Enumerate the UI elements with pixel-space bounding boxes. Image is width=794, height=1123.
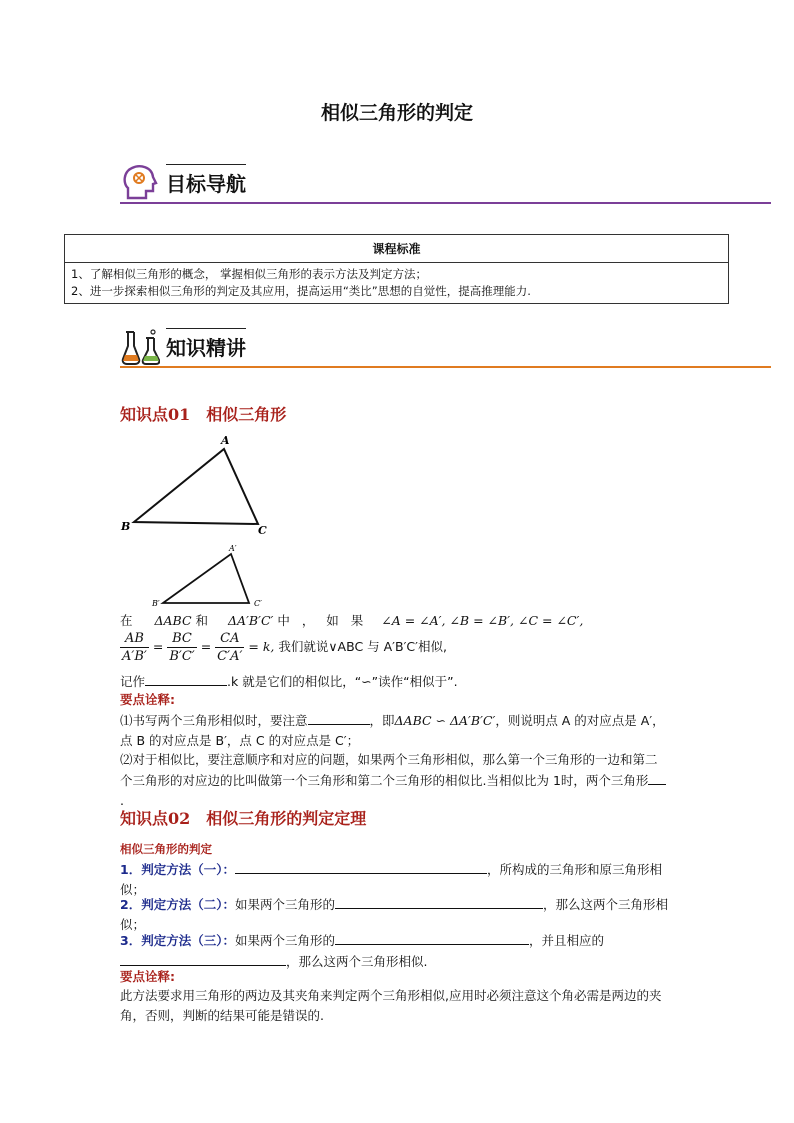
fill-blank[interactable] [335,894,543,909]
note-2: ⑵对于相似比，要注意顺序和对应的问题，如果两个三角形相似，那么第一个三角形的一边和第二个三角形的对应边的比叫做第一个三角形和第二个三角形的相似比.当相似比为 1时，两个三角形. [120,750,668,811]
note-1: ⑴书写两个三角形相似时，要注意 ，即ΔABC ∽ ΔA′B′C′，则说明点 A 的对应点是 A′，点 B 的对应点是 B′，点 C 的对应点是 C′； [120,710,668,751]
standard-item-2: 2、进一步探索相似三角形的判定及其应用，提高运用“类比”思想的自觉性，提高推理能力. [71,284,531,298]
method-2: 2．判定方法（二）：如果两个三角形的 ，那么这两个三角形相似； [120,894,668,935]
fill-blank[interactable] [648,770,666,785]
section-title-knowledge: 知识精讲 [166,336,246,360]
fill-blank[interactable] [120,951,286,966]
triangle-a1b1c1-figure [148,542,273,614]
method-3: 3．判定方法（三）：如果两个三角形的 ，并且相应的，那么这两个三角形相似. [120,930,668,972]
triangle-abc-figure [118,432,278,542]
section-header-knowledge [120,326,771,368]
key-points-label: 要点诠释: [120,692,175,707]
vertex-label-a: A [221,434,230,447]
section-header-goals [120,162,771,204]
kp1-title: 知识点01 相似三角形 [120,405,287,424]
section-title-goals: 目标导航 [166,172,246,196]
vertex-label-b-prime: B′ [152,599,160,608]
vertex-label-c-prime: C′ [254,599,262,608]
kp2-title: 知识点02 相似三角形的判定定理 [120,809,367,828]
flask-icon [120,326,160,366]
table-row [65,263,729,304]
kp2-note: 此方法要求用三角形的两边及其夹角来判定两个三角形相似,应用时必须注意这个角必需是两边的夹角，否则，判断的结果可能是错误的. [120,988,662,1023]
definition-line-3: 记作 .k 就是它们的相似比，“∽”读作“相似于”. [120,671,662,692]
ratio-ca: $\frac{CA}{C'A'}$ [217,631,243,664]
head-brain-icon [120,162,160,202]
page-title: 相似三角形的判定 [320,102,473,124]
fill-blank[interactable] [235,859,487,874]
ratio-bc: $\frac{BC}{B'C'}$ [169,631,195,664]
fill-blank[interactable] [335,930,529,945]
section-divider [120,202,771,204]
fill-blank[interactable] [308,710,370,725]
definition-line-1: 在 ΔABC 和 ΔA′B′C′ 中 ， 如 果 ∠A = ∠A′, ∠B = ∠B′, ∠C = ∠C′, [120,613,584,628]
fill-blank[interactable] [145,671,227,686]
vertex-label-a-prime: A′ [229,544,237,553]
definition-line-2: $\frac{AB}{A'B'}$ = $\frac{BC}{B'C'}$ = $\frac{CA}{C'A'}$ = k, 我们就说∨ABC 与 A′B′C′相似, [122,631,447,664]
ratio-ab: $\frac{AB}{A'B'}$ [122,631,147,664]
vertex-label-c: C [258,524,267,537]
course-standard-table [64,234,729,304]
kp2-subheading: 相似三角形的判定 [120,842,212,856]
vertex-label-b: B [121,520,131,533]
key-points-label: 要点诠释: [120,969,175,984]
section-divider [120,366,771,368]
table-header: 课程标准 [65,235,729,263]
standard-item-1: 1、了解相似三角形的概念， 掌握相似三角形的表示方法及判定方法； [71,267,427,281]
method-1: 1．判定方法（一）： ，所构成的三角形和原三角形相似； [120,859,668,900]
